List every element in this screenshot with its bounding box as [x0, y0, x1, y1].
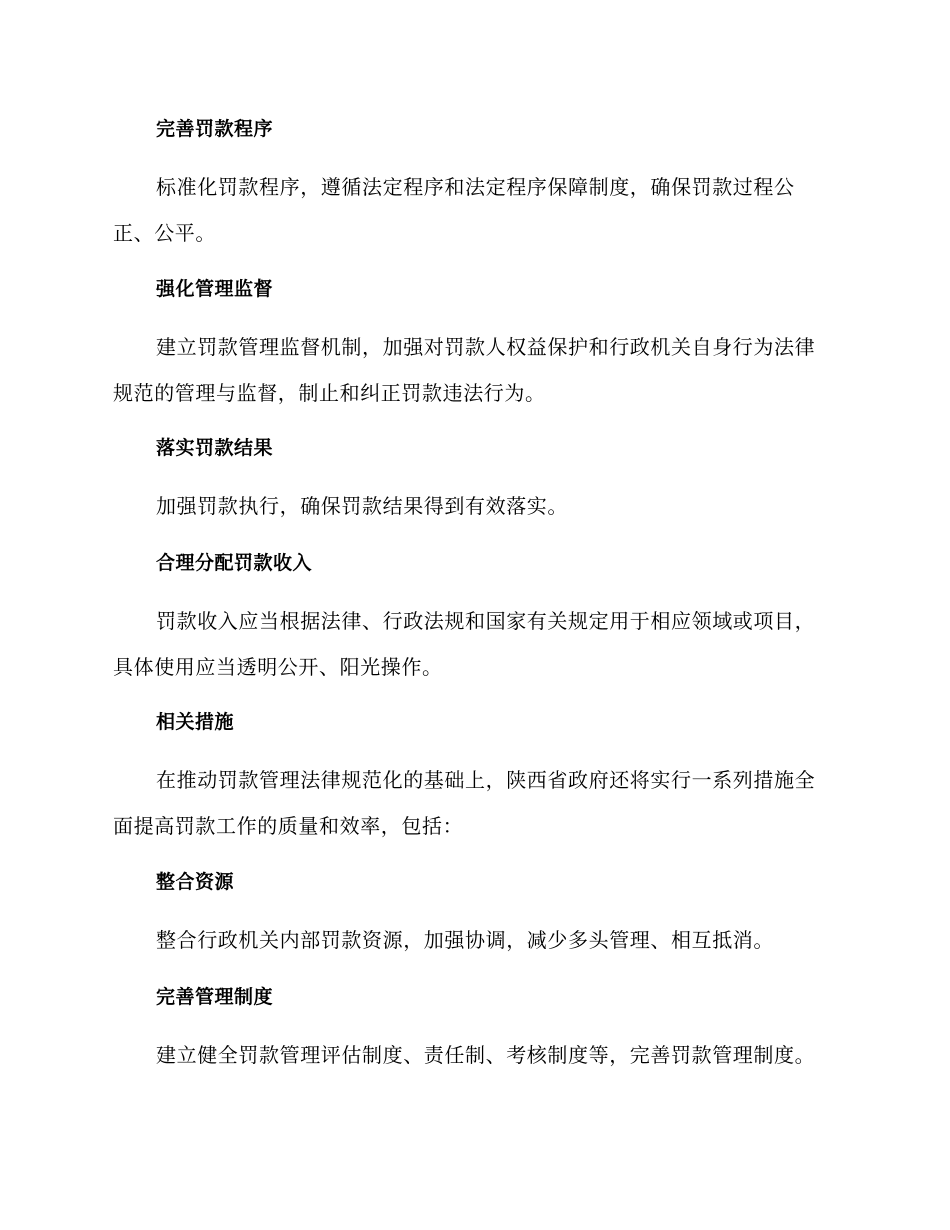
section-heading: 相关措施 — [156, 711, 235, 733]
section-heading: 落实罚款结果 — [156, 437, 274, 459]
section-paragraph: 建立健全罚款管理评估制度、责任制、考核制度等，完善罚款管理制度。 — [156, 1043, 816, 1067]
section-management-system — [113, 983, 833, 1078]
section-related-measures — [113, 708, 833, 849]
section-heading: 完善罚款程序 — [156, 118, 274, 140]
section-fine-results — [113, 434, 833, 529]
section-paragraph: 在推动罚款管理法律规范化的基础上，陕西省政府还将实行一系列措施全面提高罚款工作的质量和效率，包括： — [113, 768, 816, 838]
section-heading: 整合资源 — [156, 871, 235, 893]
section-fine-income — [113, 549, 833, 690]
section-paragraph: 建立罚款管理监督机制，加强对罚款人权益保护和行政机关自身行为法律规范的管理与监督，制止和纠正罚款违法行为。 — [113, 335, 816, 405]
section-heading: 完善管理制度 — [156, 986, 274, 1008]
section-paragraph: 加强罚款执行，确保罚款结果得到有效落实。 — [156, 494, 568, 518]
section-paragraph: 整合行政机关内部罚款资源，加强协调，减少多头管理、相互抵消。 — [156, 928, 774, 952]
section-heading: 强化管理监督 — [156, 278, 274, 300]
section-paragraph: 标准化罚款程序，遵循法定程序和法定程序保障制度，确保罚款过程公正、公平。 — [113, 175, 795, 245]
section-fine-procedure — [113, 115, 833, 256]
section-paragraph: 罚款收入应当根据法律、行政法规和国家有关规定用于相应领域或项目，具体使用应当透明公开、阳光操作。 — [113, 609, 816, 679]
section-integrate-resources — [113, 868, 833, 963]
section-management-supervision — [113, 275, 833, 416]
section-heading: 合理分配罚款收入 — [156, 552, 313, 574]
